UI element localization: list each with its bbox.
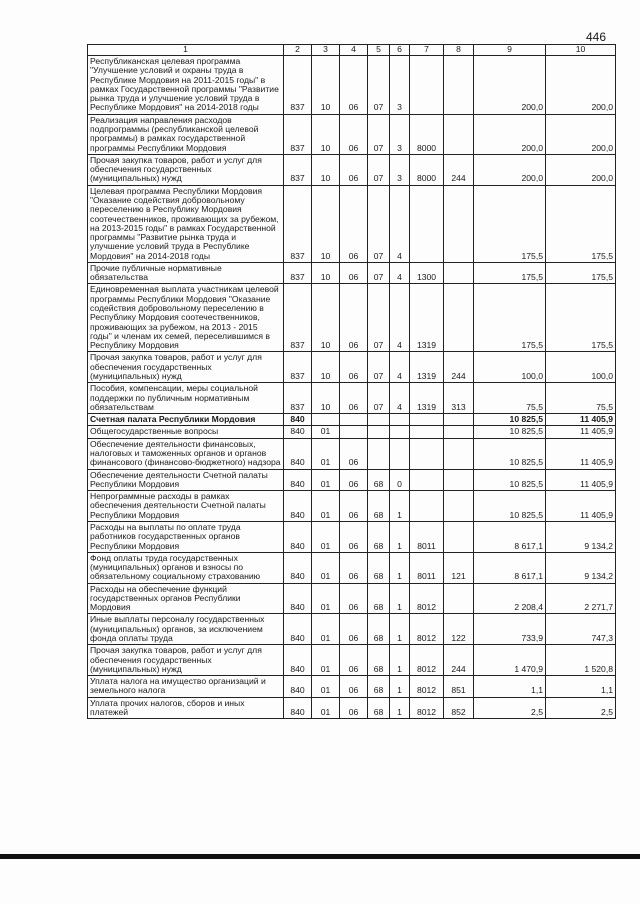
row-value-cell: 837 bbox=[284, 114, 312, 154]
row-value-cell: 10 bbox=[312, 56, 340, 115]
row-value-cell: 01 bbox=[312, 645, 340, 676]
row-value-cell: 06 bbox=[340, 56, 368, 115]
header-cell: 9 bbox=[474, 45, 546, 56]
row-value-cell bbox=[340, 426, 368, 438]
row-value-cell: 175,5 bbox=[474, 284, 546, 352]
row-value-cell: 8011 bbox=[410, 552, 444, 583]
row-value-cell: 840 bbox=[284, 552, 312, 583]
row-value-cell: 1 520,8 bbox=[546, 645, 616, 676]
row-name-cell: Счетная палата Республики Мордовия bbox=[88, 414, 284, 426]
table-row bbox=[88, 521, 616, 552]
row-value-cell: 175,5 bbox=[546, 262, 616, 284]
row-value-cell: 06 bbox=[340, 491, 368, 522]
table-row bbox=[88, 414, 616, 426]
row-value-cell: 07 bbox=[368, 154, 390, 185]
row-value-cell: 01 bbox=[312, 552, 340, 583]
row-value-cell: 10 825,5 bbox=[474, 438, 546, 469]
header-cell: 6 bbox=[390, 45, 410, 56]
row-value-cell: 1 bbox=[390, 697, 410, 719]
table-row bbox=[88, 185, 616, 262]
bottom-rule bbox=[0, 854, 640, 859]
row-value-cell: 840 bbox=[284, 414, 312, 426]
row-name-cell: Обеспечение деятельности финансовых, налоговых и таможенных органов и органов финансового (финансово-бюджетного) надзора bbox=[88, 438, 284, 469]
row-value-cell: 07 bbox=[368, 114, 390, 154]
table-row bbox=[88, 469, 616, 491]
row-value-cell: 01 bbox=[312, 697, 340, 719]
header-cell: 10 bbox=[546, 45, 616, 56]
row-value-cell: 11 405,9 bbox=[546, 426, 616, 438]
row-value-cell bbox=[410, 414, 444, 426]
row-value-cell: 244 bbox=[444, 154, 474, 185]
row-value-cell bbox=[390, 414, 410, 426]
row-name-cell: Целевая программа Республики Мордовия "Оказание содействия добровольному переселению в Республику Мордовия соотечественников, проживающих за рубежом, на 2013-2015 годы" в рамках Государственной программы "Развитие рынка труда и улучшение условий труда в Республике Мордовия" на 2014-2018 годы bbox=[88, 185, 284, 262]
row-value-cell: 747,3 bbox=[546, 614, 616, 645]
row-value-cell: 68 bbox=[368, 583, 390, 614]
row-value-cell: 8012 bbox=[410, 697, 444, 719]
row-value-cell: 10 825,5 bbox=[474, 414, 546, 426]
table-row bbox=[88, 56, 616, 115]
row-value-cell: 1 bbox=[390, 552, 410, 583]
row-value-cell bbox=[444, 438, 474, 469]
row-value-cell: 837 bbox=[284, 185, 312, 262]
row-value-cell: 100,0 bbox=[474, 352, 546, 383]
row-value-cell: 1 bbox=[390, 676, 410, 698]
row-value-cell: 01 bbox=[312, 438, 340, 469]
row-value-cell: 175,5 bbox=[546, 284, 616, 352]
row-value-cell: 244 bbox=[444, 645, 474, 676]
table-row bbox=[88, 426, 616, 438]
row-value-cell: 06 bbox=[340, 262, 368, 284]
row-value-cell: 175,5 bbox=[546, 185, 616, 262]
row-value-cell: 4 bbox=[390, 185, 410, 262]
row-value-cell: 2,5 bbox=[474, 697, 546, 719]
row-value-cell: 837 bbox=[284, 56, 312, 115]
header-row bbox=[88, 45, 616, 56]
row-value-cell: 840 bbox=[284, 469, 312, 491]
row-name-cell: Прочая закупка товаров, работ и услуг для обеспечения государственных (муниципальных) нужд bbox=[88, 154, 284, 185]
row-value-cell: 06 bbox=[340, 614, 368, 645]
row-name-cell: Прочие публичные нормативные обязательства bbox=[88, 262, 284, 284]
row-value-cell: 200,0 bbox=[474, 56, 546, 115]
row-value-cell bbox=[410, 469, 444, 491]
row-value-cell: 4 bbox=[390, 352, 410, 383]
row-value-cell: 07 bbox=[368, 383, 390, 414]
row-value-cell: 07 bbox=[368, 185, 390, 262]
row-value-cell: 07 bbox=[368, 352, 390, 383]
header-cell: 4 bbox=[340, 45, 368, 56]
row-value-cell: 06 bbox=[340, 676, 368, 698]
row-value-cell bbox=[444, 262, 474, 284]
row-value-cell: 8000 bbox=[410, 114, 444, 154]
row-name-cell: Уплата налога на имущество организаций и земельного налога bbox=[88, 676, 284, 698]
row-value-cell bbox=[444, 469, 474, 491]
row-value-cell: 68 bbox=[368, 521, 390, 552]
row-value-cell: 8 617,1 bbox=[474, 521, 546, 552]
header-cell: 2 bbox=[284, 45, 312, 56]
row-value-cell: 75,5 bbox=[474, 383, 546, 414]
row-value-cell: 68 bbox=[368, 614, 390, 645]
row-value-cell: 01 bbox=[312, 583, 340, 614]
row-value-cell: 75,5 bbox=[546, 383, 616, 414]
row-value-cell: 8012 bbox=[410, 676, 444, 698]
row-value-cell: 68 bbox=[368, 552, 390, 583]
row-value-cell: 11 405,9 bbox=[546, 438, 616, 469]
table-row bbox=[88, 352, 616, 383]
header-cell: 3 bbox=[312, 45, 340, 56]
row-value-cell: 8012 bbox=[410, 614, 444, 645]
row-value-cell: 121 bbox=[444, 552, 474, 583]
row-value-cell: 06 bbox=[340, 521, 368, 552]
table-row bbox=[88, 645, 616, 676]
row-name-cell: Единовременная выплата участникам целевой программы Республики Мордовия "Оказание содействия добровольному переселению в Республику Мордовия соотечественников, проживающих за рубежом, на 2013 - 2015 годы" и членам их семей, переселившимся в Республику Мордовия bbox=[88, 284, 284, 352]
row-value-cell: 1300 bbox=[410, 262, 444, 284]
row-value-cell: 2,5 bbox=[546, 697, 616, 719]
row-value-cell: 1 bbox=[390, 583, 410, 614]
row-value-cell: 68 bbox=[368, 491, 390, 522]
row-value-cell: 244 bbox=[444, 352, 474, 383]
row-value-cell: 200,0 bbox=[546, 56, 616, 115]
row-name-cell: Общегосударственные вопросы bbox=[88, 426, 284, 438]
row-value-cell: 01 bbox=[312, 521, 340, 552]
row-value-cell: 10 825,5 bbox=[474, 491, 546, 522]
row-name-cell: Расходы на выплаты по оплате труда работников государственных органов Республики Мордовия bbox=[88, 521, 284, 552]
row-value-cell: 837 bbox=[284, 262, 312, 284]
header-cell: 8 bbox=[444, 45, 474, 56]
row-value-cell bbox=[444, 414, 474, 426]
row-value-cell: 10 bbox=[312, 284, 340, 352]
row-value-cell: 313 bbox=[444, 383, 474, 414]
row-value-cell: 68 bbox=[368, 676, 390, 698]
row-value-cell bbox=[444, 426, 474, 438]
row-value-cell: 837 bbox=[284, 352, 312, 383]
header-cell: 5 bbox=[368, 45, 390, 56]
row-value-cell bbox=[410, 491, 444, 522]
row-value-cell: 100,0 bbox=[546, 352, 616, 383]
table-row bbox=[88, 262, 616, 284]
row-value-cell: 10 bbox=[312, 262, 340, 284]
page-number: 446 bbox=[586, 30, 607, 44]
row-name-cell: Иные выплаты персоналу государственных (муниципальных) органов, за исключением фонда оплаты труда bbox=[88, 614, 284, 645]
row-value-cell: 175,5 bbox=[474, 262, 546, 284]
row-value-cell: 837 bbox=[284, 284, 312, 352]
row-value-cell: 3 bbox=[390, 56, 410, 115]
row-value-cell: 1 bbox=[390, 521, 410, 552]
row-value-cell bbox=[444, 583, 474, 614]
table-row bbox=[88, 114, 616, 154]
row-value-cell bbox=[444, 185, 474, 262]
row-name-cell: Прочая закупка товаров, работ и услуг для обеспечения государственных (муниципальных) нужд bbox=[88, 352, 284, 383]
budget-table bbox=[87, 44, 616, 719]
row-value-cell bbox=[444, 521, 474, 552]
row-value-cell: 11 405,9 bbox=[546, 469, 616, 491]
row-value-cell: 06 bbox=[340, 645, 368, 676]
row-name-cell: Обеспечение деятельности Счетной палаты Республики Мордовия bbox=[88, 469, 284, 491]
row-value-cell: 1 470,9 bbox=[474, 645, 546, 676]
row-value-cell: 06 bbox=[340, 383, 368, 414]
row-value-cell: 840 bbox=[284, 438, 312, 469]
row-value-cell bbox=[368, 438, 390, 469]
row-value-cell: 06 bbox=[340, 469, 368, 491]
header-cell: 7 bbox=[410, 45, 444, 56]
row-name-cell: Республиканская целевая программа "Улучшение условий и охраны труда в Республике Мордовия на 2011-2015 годы" в рамках Государственной программы "Развитие рынка труда и улучшение условий труда в Республике Мордовия" на 2014-2018 годы bbox=[88, 56, 284, 115]
row-value-cell: 8012 bbox=[410, 645, 444, 676]
row-value-cell: 06 bbox=[340, 284, 368, 352]
row-value-cell: 840 bbox=[284, 645, 312, 676]
row-value-cell: 852 bbox=[444, 697, 474, 719]
row-value-cell: 2 271,7 bbox=[546, 583, 616, 614]
row-value-cell: 10 bbox=[312, 383, 340, 414]
row-value-cell: 07 bbox=[368, 284, 390, 352]
row-value-cell: 06 bbox=[340, 697, 368, 719]
row-value-cell: 68 bbox=[368, 645, 390, 676]
row-name-cell: Расходы на обеспечение функций государственных органов Республики Мордовия bbox=[88, 583, 284, 614]
row-value-cell: 1,1 bbox=[546, 676, 616, 698]
row-value-cell: 06 bbox=[340, 552, 368, 583]
row-value-cell: 10 825,5 bbox=[474, 469, 546, 491]
row-value-cell: 4 bbox=[390, 383, 410, 414]
row-value-cell: 733,9 bbox=[474, 614, 546, 645]
row-value-cell bbox=[444, 56, 474, 115]
row-name-cell: Уплата прочих налогов, сборов и иных платежей bbox=[88, 697, 284, 719]
row-value-cell: 10 bbox=[312, 114, 340, 154]
row-value-cell: 175,5 bbox=[474, 185, 546, 262]
row-value-cell: 10 bbox=[312, 352, 340, 383]
row-value-cell: 8000 bbox=[410, 154, 444, 185]
row-value-cell: 200,0 bbox=[474, 114, 546, 154]
row-value-cell: 200,0 bbox=[474, 154, 546, 185]
row-name-cell: Реализация направления расходов подпрограммы (республиканской целевой программы) в рамках государственной программы Республики Мордовия bbox=[88, 114, 284, 154]
row-value-cell: 01 bbox=[312, 426, 340, 438]
row-value-cell: 10 bbox=[312, 154, 340, 185]
row-value-cell: 06 bbox=[340, 114, 368, 154]
row-name-cell: Непрограммные расходы в рамках обеспечения деятельности Счетной палаты Республики Мордовия bbox=[88, 491, 284, 522]
row-value-cell: 8012 bbox=[410, 583, 444, 614]
row-value-cell bbox=[390, 426, 410, 438]
row-value-cell: 0 bbox=[390, 469, 410, 491]
row-value-cell bbox=[410, 56, 444, 115]
row-value-cell: 11 405,9 bbox=[546, 491, 616, 522]
row-name-cell: Пособия, компенсации, меры социальной поддержки по публичным нормативным обязательствам bbox=[88, 383, 284, 414]
row-value-cell: 9 134,2 bbox=[546, 521, 616, 552]
table-row bbox=[88, 383, 616, 414]
row-value-cell: 1 bbox=[390, 614, 410, 645]
row-value-cell: 11 405,9 bbox=[546, 414, 616, 426]
row-value-cell: 200,0 bbox=[546, 114, 616, 154]
row-value-cell bbox=[444, 114, 474, 154]
table-row bbox=[88, 552, 616, 583]
row-value-cell: 8011 bbox=[410, 521, 444, 552]
row-value-cell: 837 bbox=[284, 154, 312, 185]
row-value-cell bbox=[340, 414, 368, 426]
row-value-cell: 06 bbox=[340, 352, 368, 383]
row-value-cell: 07 bbox=[368, 56, 390, 115]
row-value-cell: 9 134,2 bbox=[546, 552, 616, 583]
table-row bbox=[88, 697, 616, 719]
table-row bbox=[88, 438, 616, 469]
row-value-cell: 68 bbox=[368, 697, 390, 719]
row-value-cell bbox=[444, 284, 474, 352]
row-value-cell: 01 bbox=[312, 614, 340, 645]
row-value-cell: 840 bbox=[284, 521, 312, 552]
row-value-cell bbox=[312, 414, 340, 426]
row-value-cell: 10 825,5 bbox=[474, 426, 546, 438]
table-row bbox=[88, 614, 616, 645]
row-value-cell: 1319 bbox=[410, 352, 444, 383]
row-value-cell: 06 bbox=[340, 438, 368, 469]
row-value-cell: 01 bbox=[312, 469, 340, 491]
row-value-cell: 840 bbox=[284, 676, 312, 698]
row-value-cell: 1319 bbox=[410, 383, 444, 414]
table-row bbox=[88, 491, 616, 522]
row-value-cell bbox=[410, 438, 444, 469]
row-value-cell: 3 bbox=[390, 114, 410, 154]
row-value-cell: 07 bbox=[368, 262, 390, 284]
row-value-cell: 01 bbox=[312, 491, 340, 522]
row-value-cell: 840 bbox=[284, 614, 312, 645]
row-value-cell: 840 bbox=[284, 491, 312, 522]
row-name-cell: Фонд оплаты труда государственных (муниципальных) органов и взносы по обязательному социальному страхованию bbox=[88, 552, 284, 583]
row-value-cell: 840 bbox=[284, 697, 312, 719]
row-value-cell: 4 bbox=[390, 284, 410, 352]
table-row bbox=[88, 154, 616, 185]
row-value-cell: 840 bbox=[284, 426, 312, 438]
header-cell: 1 bbox=[88, 45, 284, 56]
table-row bbox=[88, 284, 616, 352]
row-value-cell: 68 bbox=[368, 469, 390, 491]
row-value-cell: 837 bbox=[284, 383, 312, 414]
row-value-cell: 4 bbox=[390, 262, 410, 284]
row-value-cell: 06 bbox=[340, 583, 368, 614]
row-value-cell bbox=[390, 438, 410, 469]
row-value-cell: 840 bbox=[284, 583, 312, 614]
row-value-cell: 1319 bbox=[410, 284, 444, 352]
row-value-cell bbox=[410, 426, 444, 438]
row-value-cell bbox=[368, 414, 390, 426]
row-value-cell: 1,1 bbox=[474, 676, 546, 698]
row-value-cell bbox=[368, 426, 390, 438]
table-row bbox=[88, 583, 616, 614]
row-value-cell: 10 bbox=[312, 185, 340, 262]
row-value-cell: 06 bbox=[340, 185, 368, 262]
row-value-cell: 06 bbox=[340, 154, 368, 185]
row-value-cell: 851 bbox=[444, 676, 474, 698]
row-value-cell: 1 bbox=[390, 491, 410, 522]
row-name-cell: Прочая закупка товаров, работ и услуг для обеспечения государственных (муниципальных) нужд bbox=[88, 645, 284, 676]
row-value-cell bbox=[410, 185, 444, 262]
row-value-cell: 3 bbox=[390, 154, 410, 185]
row-value-cell: 8 617,1 bbox=[474, 552, 546, 583]
row-value-cell: 1 bbox=[390, 645, 410, 676]
table-row bbox=[88, 676, 616, 698]
row-value-cell: 2 208,4 bbox=[474, 583, 546, 614]
row-value-cell: 122 bbox=[444, 614, 474, 645]
row-value-cell: 200,0 bbox=[546, 154, 616, 185]
row-value-cell bbox=[444, 491, 474, 522]
row-value-cell: 01 bbox=[312, 676, 340, 698]
